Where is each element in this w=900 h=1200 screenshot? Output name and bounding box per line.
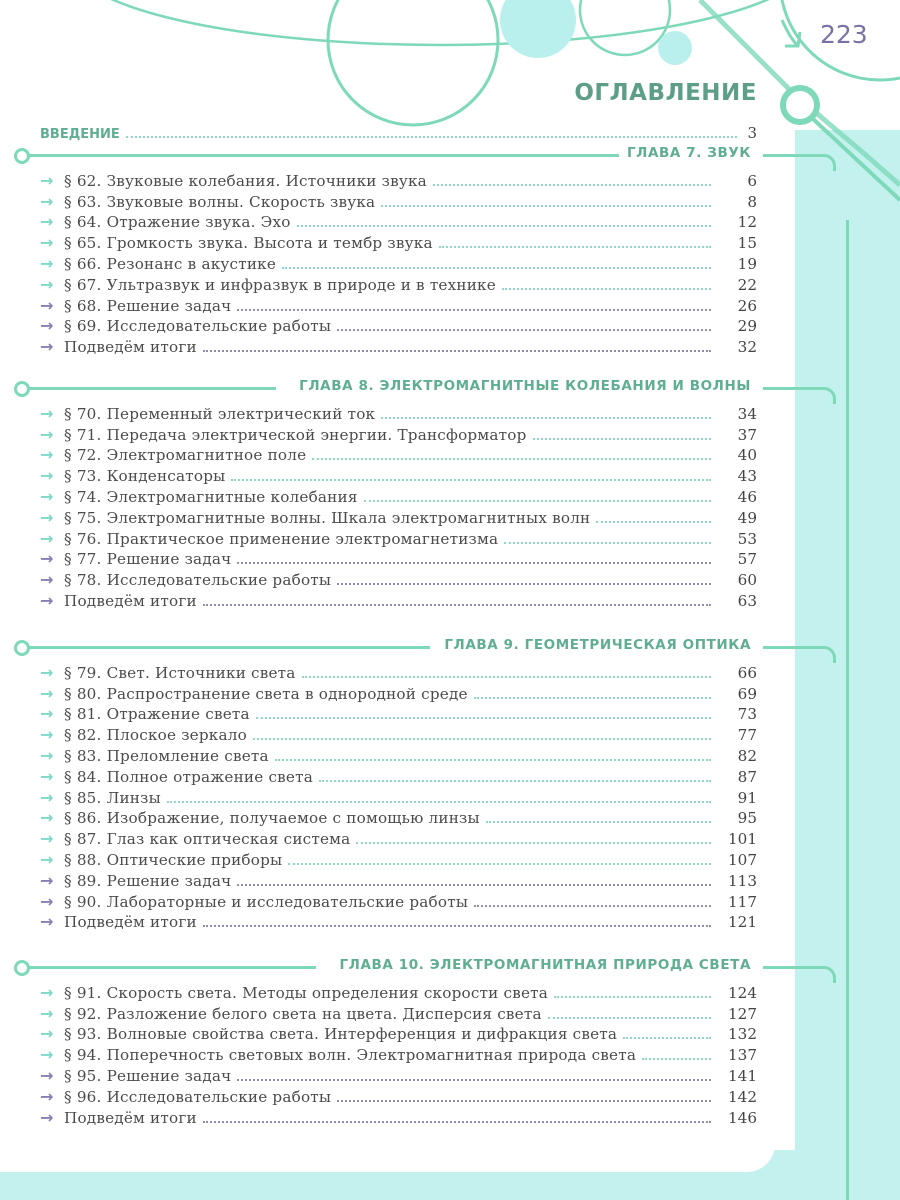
toc-intro-row[interactable] [40,124,757,142]
entry-page: 34 [737,404,757,423]
toc-entry[interactable] [40,1064,757,1085]
entry-page: 53 [737,529,757,548]
toc-entry[interactable] [40,169,757,190]
arrow-right-icon: → [40,549,54,569]
entry-title: § 69. Исследовательские работы [64,317,332,336]
chapter-rule [28,966,316,969]
entry-title: § 71. Передача электрической энергии. Трансформатор [64,425,527,444]
toc-entry[interactable] [40,911,757,932]
toc-entry[interactable] [40,869,757,890]
toc-entry[interactable] [40,786,757,807]
arrow-right-icon: → [40,1086,54,1106]
toc-entry[interactable] [40,335,757,356]
dot-leader [203,604,711,606]
toc-entry[interactable] [40,723,757,744]
arrow-right-icon: → [40,486,54,506]
entry-title: § 90. Лабораторные и исследовательские работы [64,892,469,911]
toc-entry[interactable] [40,807,757,828]
entry-page: 141 [728,1066,757,1085]
chapter-rule-tail [763,646,836,663]
chapter-entries [40,169,757,356]
entry-page: 142 [728,1087,757,1106]
dot-leader [288,863,711,865]
chapter-header[interactable] [0,145,845,165]
entry-page: 146 [728,1108,757,1127]
arrow-right-icon: → [40,829,54,849]
dot-leader [126,136,738,138]
entry-page: 124 [728,983,757,1002]
toc-entry[interactable] [40,402,757,423]
entry-title: § 96. Исследовательские работы [64,1087,332,1106]
toc-entry[interactable] [40,423,757,444]
dot-leader [337,329,711,331]
entry-title: § 78. Исследовательские работы [64,571,332,590]
chapter-rule [28,154,628,157]
toc-entry[interactable] [40,661,757,682]
chapter-title: ГЛАВА 8. ЭЛЕКТРОМАГНИТНЫЕ КОЛЕБАНИЯ И ВОЛНЫ [291,378,757,394]
toc-entry[interactable] [40,231,757,252]
entry-page: 29 [737,317,757,336]
entry-title: § 74. Электромагнитные колебания [64,487,358,506]
entry-title: § 73. Конденсаторы [64,467,226,486]
toc-entry[interactable] [40,252,757,273]
entry-title: § 88. Оптические приборы [64,850,283,869]
chapter-rule [28,387,276,390]
dot-leader [275,759,711,761]
dot-leader [439,246,711,248]
arrow-right-icon: → [40,528,54,548]
entry-page: 26 [737,296,757,315]
entry-title: § 87. Глаз как оптическая система [64,830,351,849]
entry-title: § 81. Отражение света [64,705,250,724]
arrow-down-icon [782,20,800,46]
entry-page: 87 [737,767,757,786]
arrow-right-icon: → [40,233,54,253]
dot-leader [533,438,712,440]
intro-page: 3 [747,124,757,142]
entry-title: § 77. Решение задач [64,550,232,569]
dot-leader [203,1121,711,1123]
entry-page: 95 [737,809,757,828]
intro-label: ВВЕДЕНИЕ [40,127,120,142]
arrow-right-icon: → [40,704,54,724]
arrow-right-icon: → [40,808,54,828]
arrow-right-icon: → [40,191,54,211]
toc-entry[interactable] [40,981,757,1002]
entry-page: 43 [737,467,757,486]
toc-entry[interactable] [40,827,757,848]
entry-page: 63 [737,591,757,610]
dot-leader [312,458,711,460]
toc-entry[interactable] [40,1085,757,1106]
toc-entry[interactable] [40,890,757,911]
toc-entry[interactable] [40,765,757,786]
entry-title: § 68. Решение задач [64,296,232,315]
chapter-header[interactable] [0,378,845,398]
entry-title: Подведём итоги [64,338,197,357]
arrow-right-icon: → [40,745,54,765]
dot-leader [237,884,711,886]
toc-entry[interactable] [40,315,757,336]
toc-entry[interactable] [40,1023,757,1044]
chapter-rule [28,646,430,649]
entry-page: 19 [737,254,757,273]
entry-title: § 75. Электромагнитные волны. Шкала электромагнитных волн [64,508,591,527]
toc-entry[interactable] [40,294,757,315]
dot-leader [356,842,711,844]
entry-page: 82 [737,746,757,765]
entry-page: 32 [737,338,757,357]
entry-title: Подведём итоги [64,1108,197,1127]
arrow-right-icon: → [40,849,54,869]
dot-leader [337,1100,711,1102]
chapter-title: ГЛАВА 10. ЭЛЕКТРОМАГНИТНАЯ ПРИРОДА СВЕТА [331,957,757,973]
entry-page: 117 [728,892,757,911]
dot-leader [504,542,711,544]
dot-leader [337,583,711,585]
entry-page: 40 [737,446,757,465]
arrow-right-icon: → [40,337,54,357]
chapter-title: ГЛАВА 9. ГЕОМЕТРИЧЕСКАЯ ОПТИКА [436,637,757,653]
chapter-rule-tail [763,387,836,404]
dot-leader [474,905,711,907]
entry-page: 6 [747,171,757,190]
dot-leader [623,1037,711,1039]
arrow-right-icon: → [40,570,54,590]
entry-title: § 86. Изображение, получаемое с помощью линзы [64,809,480,828]
arrow-right-icon: → [40,1045,54,1065]
toc-entry[interactable] [40,589,757,610]
toc-entry[interactable] [40,211,757,232]
arrow-right-icon: → [40,424,54,444]
entry-title: § 79. Свет. Источники света [64,663,296,682]
dot-leader [502,288,711,290]
chapter-title: ГЛАВА 7. ЗВУК [619,145,757,161]
entry-title: § 92. Разложение белого света на цвета. Дисперсия света [64,1004,542,1023]
toc-entry[interactable] [40,682,757,703]
dot-leader [381,205,711,207]
entry-page: 22 [737,275,757,294]
chapter-entries [40,402,757,610]
entry-title: § 76. Практическое применение электромагнетизма [64,529,499,548]
arrow-right-icon: → [40,982,54,1002]
chapter-header[interactable] [0,957,845,977]
dot-leader [253,738,711,740]
arrow-right-icon: → [40,170,54,190]
arrow-right-icon: → [40,1003,54,1023]
ring-icon [783,88,817,122]
entry-title: § 66. Резонанс в акустике [64,254,277,273]
toc-entry[interactable] [40,744,757,765]
arrow-right-icon: → [40,725,54,745]
entry-page: 12 [737,213,757,232]
entry-title: § 89. Решение задач [64,871,232,890]
entry-page: 101 [728,830,757,849]
toc-entry[interactable] [40,1043,757,1064]
dot-leader [297,225,711,227]
arrow-right-icon: → [40,507,54,527]
arrow-right-icon: → [40,445,54,465]
entry-title: § 65. Громкость звука. Высота и тембр звука [64,234,433,253]
dot-leader [237,562,711,564]
entry-page: 91 [737,788,757,807]
arrow-right-icon: → [40,1024,54,1044]
arrow-right-icon: → [40,1107,54,1127]
arrow-right-icon: → [40,316,54,336]
entry-title: § 72. Электромагнитное поле [64,446,307,465]
arrow-right-icon: → [40,590,54,610]
entry-page: 121 [728,913,757,932]
entry-page: 132 [728,1025,757,1044]
chapter-header[interactable] [0,637,845,657]
toc-entry[interactable] [40,506,757,527]
dot-leader [203,925,711,927]
entry-page: 46 [737,487,757,506]
entry-title: § 62. Звуковые колебания. Источники звука [64,171,427,190]
vertical-guide-line [846,220,849,1200]
arrow-right-icon: → [40,912,54,932]
entry-title: § 93. Волновые свойства света. Интерференция и дифракция света [64,1025,618,1044]
entry-page: 37 [737,425,757,444]
dot-leader [237,309,711,311]
toc-entry[interactable] [40,444,757,465]
page-number: 223 [820,20,868,49]
toc-entry[interactable] [40,464,757,485]
toc-entry[interactable] [40,527,757,548]
entry-title: § 70. Переменный электрический ток [64,404,376,423]
dot-leader [548,1017,711,1019]
entry-page: 57 [737,550,757,569]
dot-leader [282,267,711,269]
arrow-right-icon: → [40,662,54,682]
arrow-right-icon: → [40,870,54,890]
entry-page: 69 [737,684,757,703]
entry-page: 113 [728,871,757,890]
arrow-right-icon: → [40,891,54,911]
entry-title: § 91. Скорость света. Методы определения скорости света [64,983,549,1002]
dot-leader [231,479,711,481]
entry-page: 60 [737,571,757,590]
dot-leader [433,184,711,186]
arrow-right-icon: → [40,787,54,807]
entry-title: § 63. Звуковые волны. Скорость звука [64,192,376,211]
arrow-right-icon: → [40,683,54,703]
toc-entry[interactable] [40,548,757,569]
toc-entry[interactable] [40,568,757,589]
entry-title: § 85. Линзы [64,788,161,807]
page-title: ОГЛАВЛЕНИЕ [574,80,757,106]
toc-entry[interactable] [40,1002,757,1023]
dot-leader [302,676,711,678]
entry-title: Подведём итоги [64,591,197,610]
entry-title: § 83. Преломление света [64,746,269,765]
entry-title: § 82. Плоское зеркало [64,726,247,745]
chapter-rule-tail [763,966,836,983]
entry-page: 127 [728,1004,757,1023]
arrow-right-icon: → [40,1065,54,1085]
entry-title: Подведём итоги [64,913,197,932]
toc-entry[interactable] [40,703,757,724]
chapter-entries [40,661,757,931]
entry-title: § 95. Решение задач [64,1066,232,1085]
entry-page: 49 [737,508,757,527]
entry-page: 15 [737,234,757,253]
toc-entry[interactable] [40,273,757,294]
entry-title: § 94. Поперечность световых волн. Электромагнитная природа света [64,1046,637,1065]
arrow-right-icon: → [40,274,54,294]
chapter-rule-tail [763,154,836,171]
dot-leader [486,821,711,823]
arrow-right-icon: → [40,212,54,232]
toc-entry[interactable] [40,848,757,869]
dot-leader [319,780,711,782]
dot-leader [364,500,711,502]
toc-entry[interactable] [40,190,757,211]
entry-title: § 84. Полное отражение света [64,767,313,786]
arrow-right-icon: → [40,766,54,786]
entry-page: 77 [737,726,757,745]
arrow-right-icon: → [40,253,54,273]
toc-entry[interactable] [40,1106,757,1127]
dot-leader [642,1058,711,1060]
dot-leader [203,350,711,352]
arrow-right-icon: → [40,466,54,486]
dot-leader [167,801,711,803]
entry-page: 8 [747,192,757,211]
dot-leader [256,717,711,719]
entry-title: § 67. Ультразвук и инфразвук в природе и в технике [64,275,496,294]
entry-page: 107 [728,850,757,869]
entry-page: 66 [737,663,757,682]
arrow-right-icon: → [40,295,54,315]
entry-page: 137 [728,1046,757,1065]
dot-leader [237,1079,711,1081]
toc-entry[interactable] [40,485,757,506]
dot-leader [596,521,711,523]
dot-leader [381,417,711,419]
entry-page: 73 [737,705,757,724]
chapter-entries [40,981,757,1127]
entry-title: § 80. Распространение света в однородной среде [64,684,468,703]
dot-leader [474,697,711,699]
dot-leader [554,996,711,998]
entry-title: § 64. Отражение звука. Эхо [64,213,291,232]
arrow-right-icon: → [40,403,54,423]
